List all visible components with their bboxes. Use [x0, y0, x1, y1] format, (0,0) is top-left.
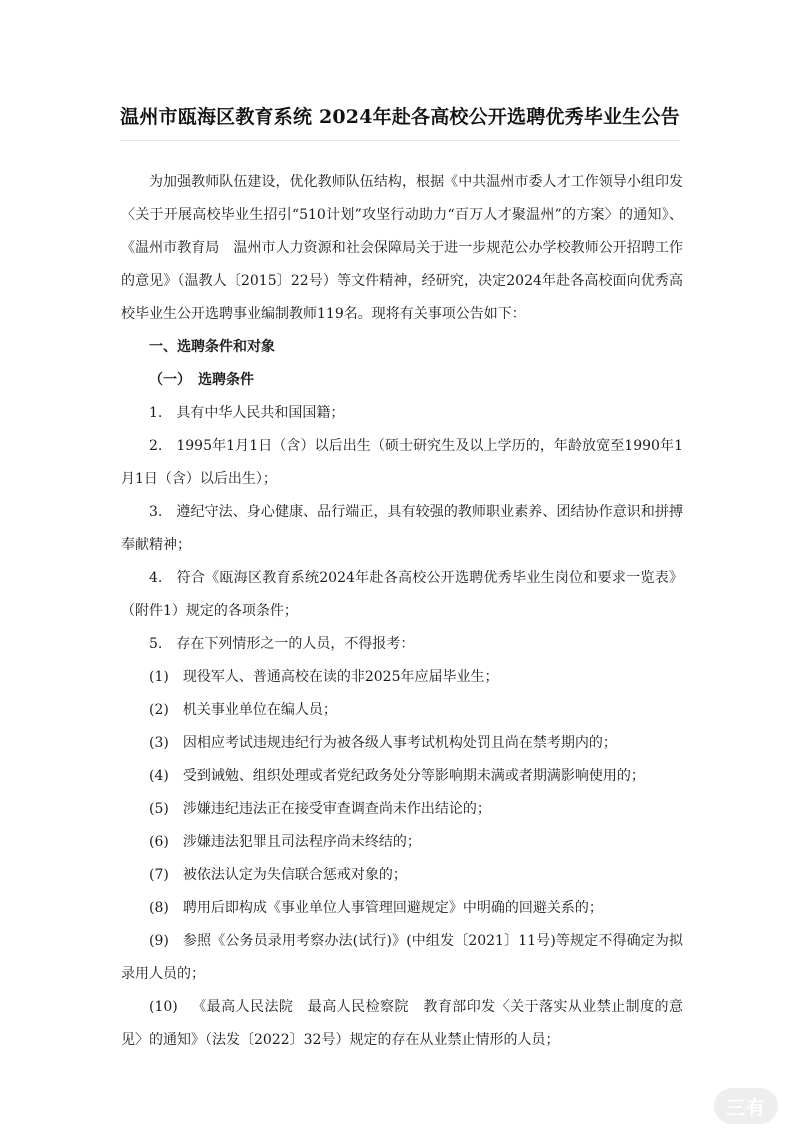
item-text: 聘用后即构成《事业单位人事管理回避规定》中明确的回避关系的；	[182, 900, 603, 916]
exclusion-item	[121, 661, 683, 694]
item-text: 《最高人民法院 最高人民检察院 教育部印发〈关于落实从业禁止制度的意见〉的通知》（法发〔2022〕32号）规定的存在从业禁止情形的人员；	[121, 999, 683, 1048]
item-number: (1)	[149, 669, 169, 685]
section-heading-1: 一、选聘条件和对象	[149, 339, 275, 355]
exclusion-item	[121, 694, 683, 727]
item-text: 涉嫌违纪违法正在接受审查调查尚未作出结论的；	[182, 801, 491, 817]
exclusion-item	[121, 760, 683, 793]
exclusion-item	[121, 727, 683, 760]
item-text: 受到诫勉、组织处理或者党纪政务处分等影响期未满或者期满影响使用的；	[182, 768, 645, 784]
item-number: (2)	[149, 702, 169, 718]
condition-item	[121, 430, 683, 496]
item-text: 参照《公务员录用考察办法(试行)》(中组发〔2021〕11号)等规定不得确定为拟录用人员的；	[121, 933, 683, 982]
condition-item	[121, 628, 683, 661]
item-number: (9)	[149, 933, 169, 949]
document-body	[121, 166, 683, 1057]
item-number: (4)	[149, 768, 169, 784]
item-text: 遵纪守法、身心健康、品行端正，具有较强的教师职业素养、团结协作意识和拼搏奉献精神；	[121, 504, 683, 553]
subsection-heading-1: （一） 选聘条件	[149, 372, 254, 388]
watermark-logo: 三有	[714, 1088, 778, 1124]
item-number: 2.	[149, 438, 163, 454]
item-text: 涉嫌违法犯罪且司法程序尚未终结的；	[182, 834, 421, 850]
item-number: (5)	[149, 801, 169, 817]
item-text: 因相应考试违规违纪行为被各级人事考试机构处罚且尚在禁考期内的；	[182, 735, 617, 751]
condition-item	[121, 397, 683, 430]
item-text: 1995年1月1日（含）以后出生（硕士研究生及以上学历的，年龄放宽至1990年1月1日（含）以后出生）；	[121, 438, 683, 487]
intro-paragraph: 为加强教师队伍建设，优化教师队伍结构，根据《中共温州市委人才工作领导小组印发〈关于开展高校毕业生招引“510计划”攻坚行动助力“百万人才聚温州”的方案〉的通知》、《温州市教育局 温州市人力资源和社会保障局关于进一步规范公办学校教师公开招聘工作的意见》（温教人〔2015〕22号）等文件精神，经研究，决定2024年赴各高校面向优秀高校毕业生公开选聘事业编制教师119名。现将有关事项公告如下：	[121, 174, 683, 322]
document-title: 温州市瓯海区教育系统 2024年赴各高校公开选聘优秀毕业生公告	[120, 106, 680, 128]
title-divider	[120, 140, 680, 141]
item-text: 现役军人、普通高校在读的非2025年应届毕业生；	[182, 669, 499, 685]
item-text: 被依法认定为失信联合惩戒对象的；	[182, 867, 407, 883]
item-number: 5.	[149, 636, 163, 652]
item-number: (7)	[149, 867, 169, 883]
exclusion-item	[121, 826, 683, 859]
item-text: 符合《瓯海区教育系统2024年赴各高校公开选聘优秀毕业生岗位和要求一览表》（附件1）规定的各项条件；	[121, 570, 683, 619]
exclusion-item	[121, 925, 683, 991]
item-number: 4.	[149, 570, 163, 586]
exclusion-item	[121, 793, 683, 826]
item-number: (10)	[149, 999, 178, 1015]
item-number: 3.	[149, 504, 163, 520]
item-number: (8)	[149, 900, 169, 916]
item-text: 存在下列情形之一的人员，不得报考：	[176, 636, 415, 652]
exclusion-item	[121, 991, 683, 1057]
exclusion-item	[121, 859, 683, 892]
item-text: 具有中华人民共和国国籍；	[176, 405, 345, 421]
item-number: (3)	[149, 735, 169, 751]
condition-item	[121, 496, 683, 562]
item-number: 1.	[149, 405, 163, 421]
exclusion-item	[121, 892, 683, 925]
item-text: 机关事业单位在编人员；	[182, 702, 337, 718]
item-number: (6)	[149, 834, 169, 850]
condition-item	[121, 562, 683, 628]
